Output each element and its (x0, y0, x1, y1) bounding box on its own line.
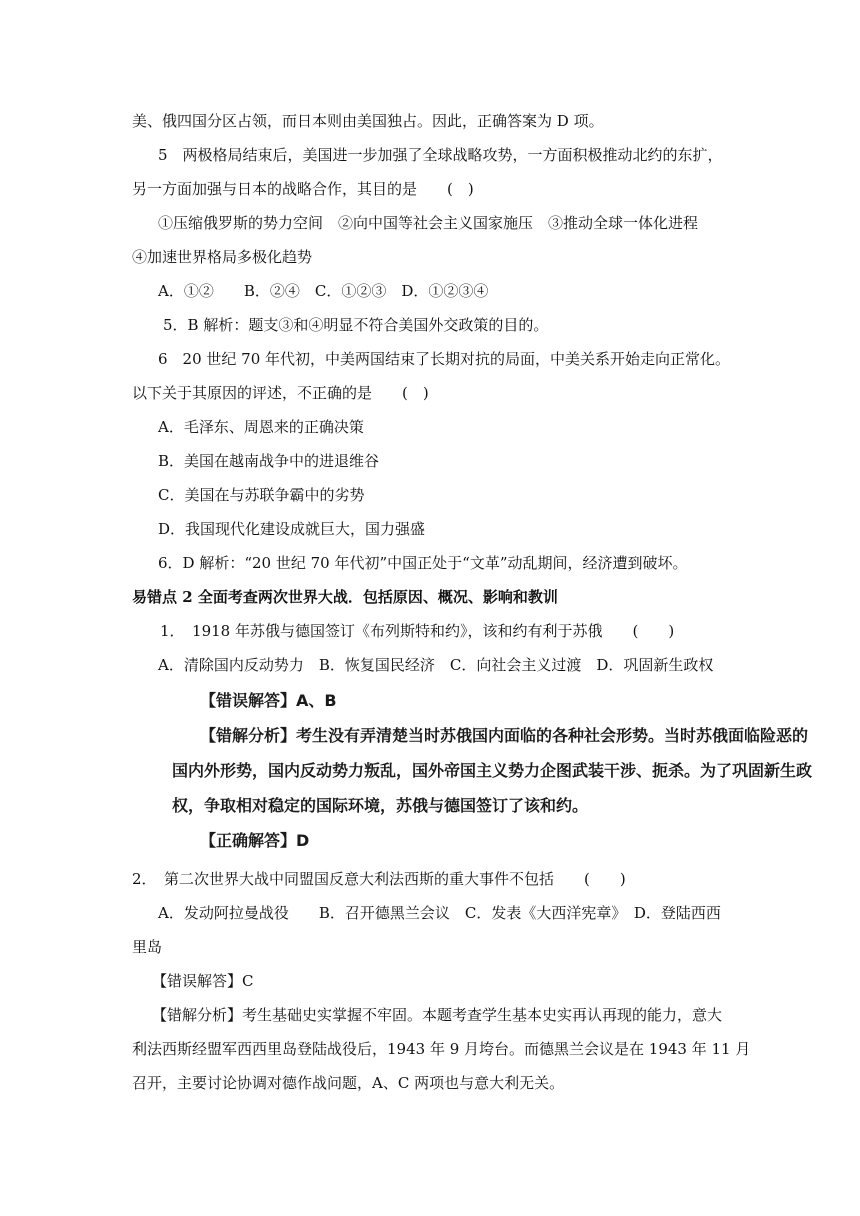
text-line: 美、俄四国分区占领，而日本则由美国独占。因此，正确答案为 D 项。 (132, 112, 604, 130)
question-1-options: A．清除国内反动势力 B．恢复国民经济 C．向社会主义过渡 D．巩固新生政权 (158, 656, 714, 674)
question-1: 1． 1918 年苏俄与德国签订《布列斯特和约》，该和约有利于苏俄 ( ) (160, 622, 675, 640)
wrong-answer-label: 【错误解答】A、B (200, 691, 337, 710)
question-5-statements: ①压缩俄罗斯的势力空间 ②向中国等社会主义国家施压 ③推动全球一体化进程 (158, 214, 699, 232)
text-line: 里岛 (132, 938, 163, 956)
question-6: 6 20 世纪 70 年代初，中美两国结束了长期对抗的局面，中美关系开始走向正常化。 (158, 350, 731, 368)
text-line: 以下关于其原因的评述，不正确的是 ( ) (132, 384, 429, 402)
option-a: A．毛泽东、周恩来的正确决策 (158, 418, 364, 436)
question-2: 2． 第二次世界大战中同盟国反意大利法西斯的重大事件不包括 ( ) (132, 870, 626, 888)
correct-answer-label: 【正确解答】D (200, 831, 310, 850)
text-line: 利法西斯经盟军西西里岛登陆战役后，1943 年 9 月垮台。而德黑兰会议是在 1943 年 11 月 (132, 1040, 751, 1058)
wrong-answer-label: 【错误解答】C (152, 972, 254, 990)
option-b: B．美国在越南战争中的进退维谷 (158, 452, 380, 470)
text-line: 权，争取相对稳定的国际环境，苏俄与德国签订了该和约。 (172, 796, 589, 815)
option-c: C．美国在与苏联争霸中的劣势 (158, 486, 365, 504)
answer-6: 6．D 解析：“20 世纪 70 年代初”中国正处于“文革”动乱期间，经济遭到破坏。 (158, 554, 688, 572)
question-5-options: A．①② B．②④ C．①②③ D．①②③④ (158, 282, 489, 300)
answer-5: 5．B 解析：题支③和④明显不符合美国外交政策的目的。 (163, 316, 549, 334)
question-5: 5 两极格局结束后，美国进一步加强了全球战略攻势，一方面积极推动北约的东扩， (158, 146, 723, 164)
error-analysis: 【错解分析】考生没有弄清楚当时苏俄国内面临的各种社会形势。当时苏俄面临险恶的 (200, 726, 809, 745)
error-analysis: 【错解分析】考生基础史实掌握不牢固。本题考查学生基本史实再认再现的能力，意大 (152, 1006, 723, 1024)
text-line: 国内外形势，国内反动势力叛乱，国外帝国主义势力企图武装干涉、扼杀。为了巩固新生政 (172, 761, 813, 780)
text-line: 另一方面加强与日本的战略合作，其目的是 ( ) (132, 180, 474, 198)
option-d: D．我国现代化建设成就巨大，国力强盛 (158, 520, 426, 538)
text-line: 召开，主要讨论协调对德作战问题，A、C 两项也与意大利无关。 (132, 1074, 565, 1092)
section-heading: 易错点 2 全面考查两次世界大战．包括原因、概况、影响和教训 (132, 588, 558, 606)
text-line: ④加速世界格局多极化趋势 (132, 248, 313, 266)
question-2-options: A．发动阿拉曼战役 B．召开德黑兰会议 C．发表《大西洋宪章》 D．登陆西西 (158, 904, 721, 922)
